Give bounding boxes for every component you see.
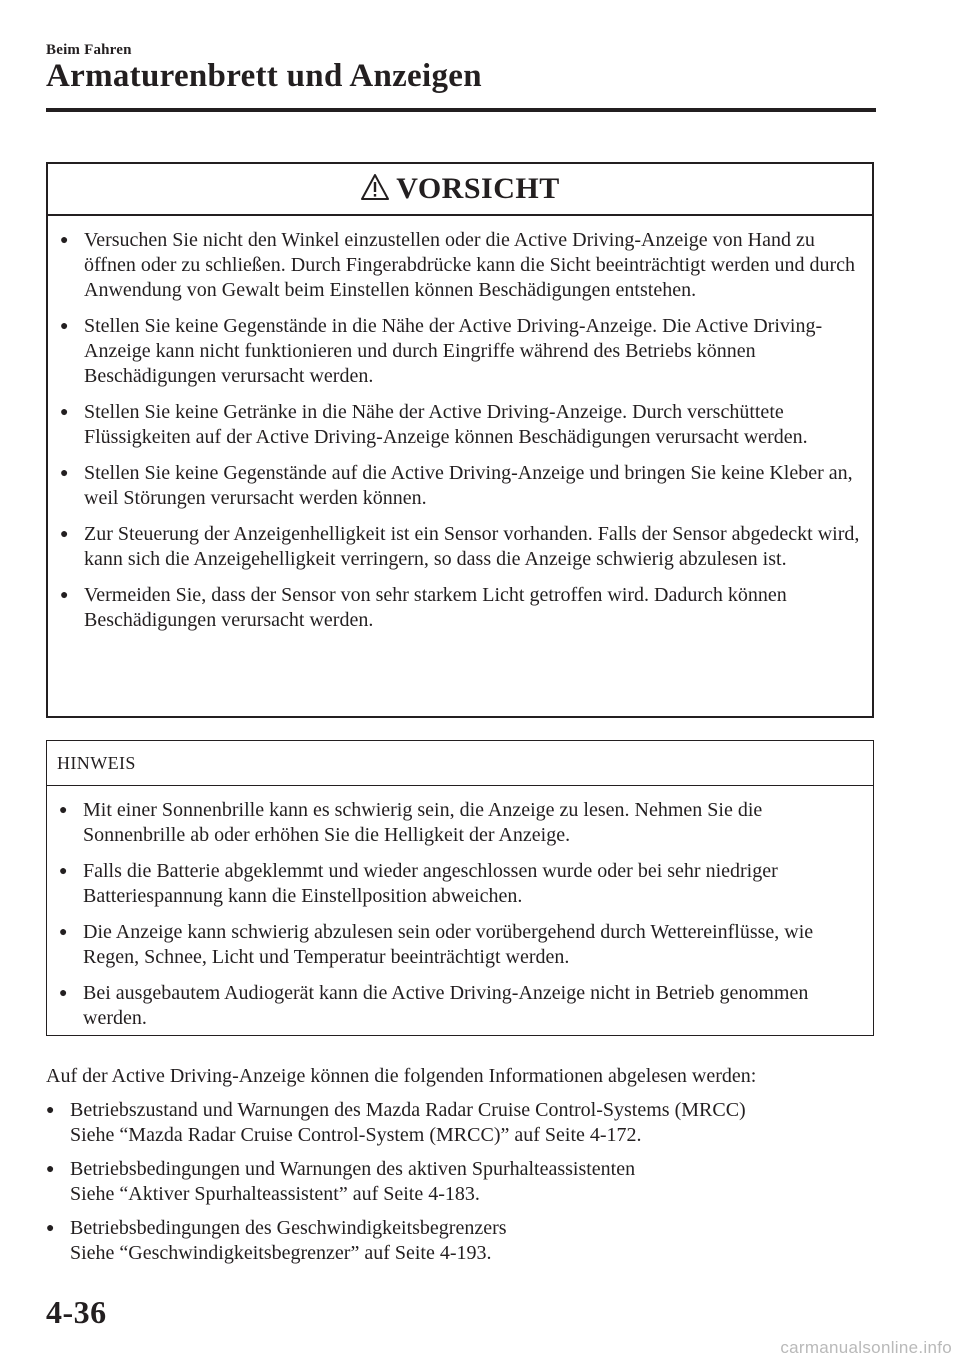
list-item: [46, 1216, 876, 1266]
warning-triangle-icon: [360, 173, 390, 201]
list-item-text: Mit einer Sonnenbrille kann es schwierig sein, die Anzeige zu lesen. Nehmen Sie die Sonnenbrille ab oder erhöhen Sie die Helligkeit der Anzeige.: [83, 799, 763, 846]
cross-reference: Siehe “Aktiver Spurhalteassistent” auf Seite 4-183.: [70, 1183, 480, 1205]
list-item: [60, 314, 860, 389]
bullet-icon: ●: [46, 1162, 55, 1177]
list-item-text: Versuchen Sie nicht den Winkel einzustellen oder die Active Driving-Anzeige von Hand zu öffnen oder zu schließen. Durch Fingerabdrücke kann die Sicht beeinträchtigt werden und durch Anwendung von Gewalt beim Einstellen können Beschädigungen entstehen.: [84, 229, 856, 301]
watermark: carmanualsonline.info: [780, 1338, 952, 1357]
list-item: [60, 228, 860, 303]
list-item: [60, 583, 860, 633]
cross-reference: Siehe “Geschwindigkeitsbegrenzer” auf Seite 4-193.: [70, 1242, 492, 1264]
bullet-icon: ●: [60, 405, 69, 420]
cross-reference: Siehe “Mazda Radar Cruise Control-System (MRCC)” auf Seite 4-172.: [70, 1124, 642, 1146]
caution-box: [46, 162, 874, 718]
list-item: [59, 981, 861, 1031]
list-item-text: Zur Steuerung der Anzeigenhelligkeit ist ein Sensor vorhanden. Falls der Sensor abgedeckt wird, kann sich die Anzeigehelligkeit verringern, so dass die Anzeige schwierig abzulesen ist.: [84, 523, 860, 570]
bullet-icon: ●: [59, 986, 68, 1001]
list-item: [59, 920, 861, 970]
title-rule: [46, 108, 876, 112]
list-item-text: Betriebsbedingungen und Warnungen des aktiven Spurhalteassistenten: [70, 1158, 636, 1180]
caution-title: VORSICHT: [396, 172, 560, 205]
list-item-text: Die Anzeige kann schwierig abzulesen sein oder vorübergehend durch Wettereinflüsse, wie Regen, Schnee, Licht und Temperatur beeinträchtigt werden.: [83, 921, 814, 968]
page-number: 4-36: [46, 1294, 107, 1330]
bullet-icon: ●: [60, 527, 69, 542]
list-item: [59, 798, 861, 848]
bullet-icon: ●: [60, 233, 69, 248]
list-item-text: Bei ausgebautem Audiogerät kann die Active Driving-Anzeige nicht in Betrieb genommen werden.: [83, 982, 809, 1029]
list-item: [60, 461, 860, 511]
list-item-text: Falls die Batterie abgeklemmt und wieder angeschlossen wurde oder bei sehr niedriger Batteriespannung kann die Einstellposition abweichen.: [83, 860, 778, 907]
list-item-text: Stellen Sie keine Gegenstände in die Nähe der Active Driving-Anzeige. Die Active Driving-Anzeige kann nicht funktionieren und durch Eingriffe während des Betriebs können Beschädigungen verursacht werden.: [84, 315, 823, 387]
bullet-icon: ●: [60, 466, 69, 481]
list-item-text: Stellen Sie keine Gegenstände auf die Active Driving-Anzeige und bringen Sie keine Kleber an, weil Störungen verursacht werden können.: [84, 462, 853, 509]
list-item-text: Betriebsbedingungen des Geschwindigkeitsbegrenzers: [70, 1217, 507, 1239]
page-title: Armaturenbrett und Anzeigen: [46, 58, 482, 94]
bullet-icon: ●: [46, 1103, 55, 1118]
bullet-icon: ●: [46, 1221, 55, 1236]
caution-list: [48, 216, 872, 633]
info-list: [46, 1098, 876, 1275]
list-item: [46, 1157, 876, 1207]
bullet-icon: ●: [59, 803, 68, 818]
note-header: [47, 741, 873, 786]
section-label: Beim Fahren: [46, 42, 132, 58]
bullet-icon: ●: [60, 319, 69, 334]
bullet-icon: ●: [60, 588, 69, 603]
list-item-text: Betriebszustand und Warnungen des Mazda Radar Cruise Control-Systems (MRCC): [70, 1099, 746, 1121]
caution-header: [48, 164, 872, 216]
intro-paragraph: Auf der Active Driving-Anzeige können die folgenden Informationen abgelesen werden:: [46, 1065, 757, 1087]
note-title: HINWEIS: [57, 752, 136, 773]
bullet-icon: ●: [59, 864, 68, 879]
list-item: [60, 522, 860, 572]
note-box: [46, 740, 874, 1036]
list-item-text: Vermeiden Sie, dass der Sensor von sehr starkem Licht getroffen wird. Dadurch können Beschädigungen verursacht werden.: [84, 584, 787, 631]
list-item-text: Stellen Sie keine Getränke in die Nähe der Active Driving-Anzeige. Durch verschüttete Flüssigkeiten auf der Active Driving-Anzeige können Beschädigungen verursacht werden.: [84, 401, 808, 448]
bullet-icon: ●: [59, 925, 68, 940]
note-list: [47, 786, 873, 1031]
list-item: [60, 400, 860, 450]
list-item: [59, 859, 861, 909]
list-item: [46, 1098, 876, 1148]
